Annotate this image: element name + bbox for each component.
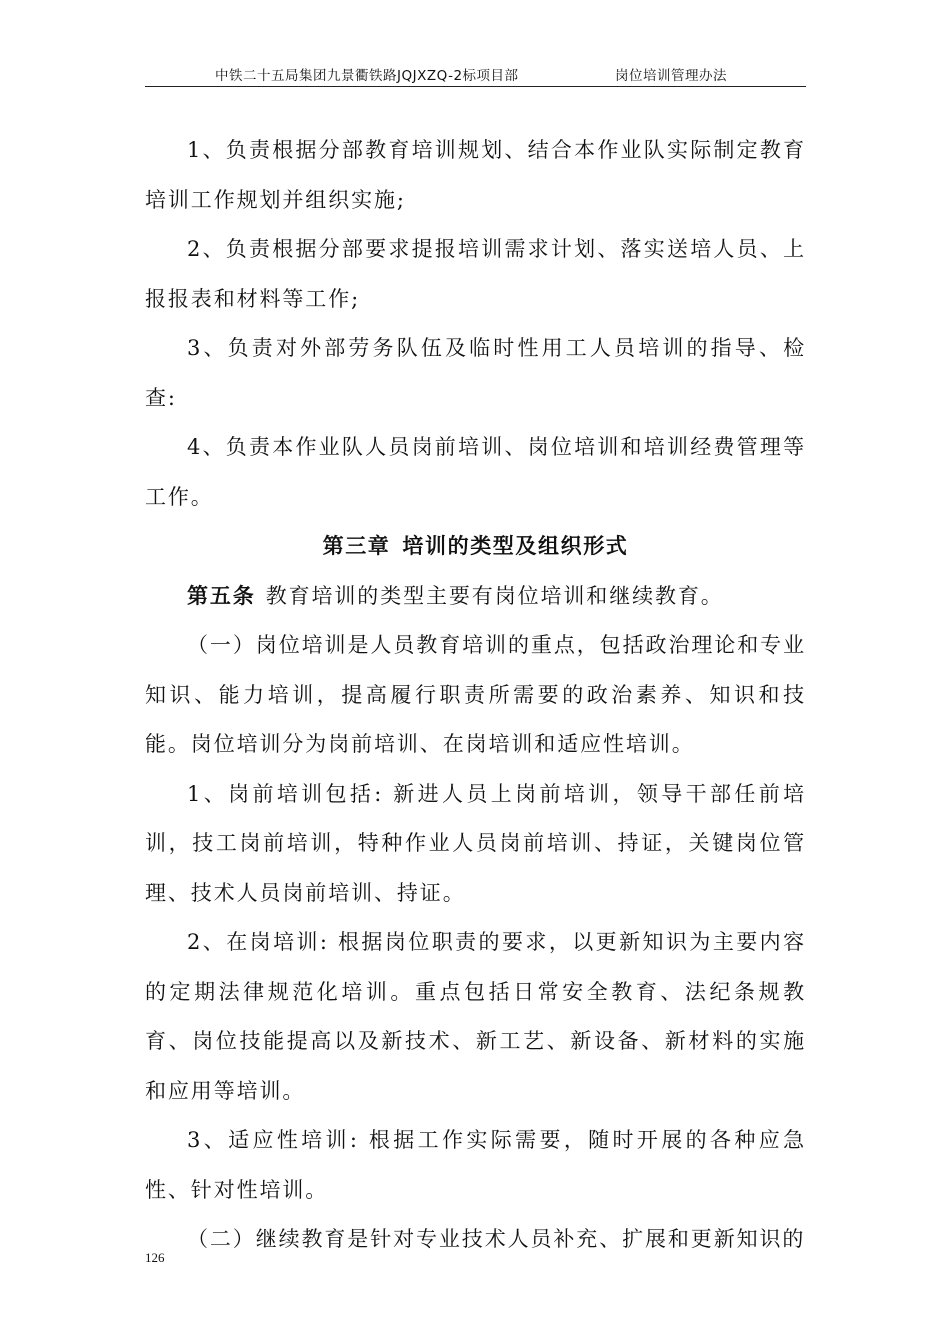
chapter-title: 培训的类型及组织形式 [402, 534, 629, 558]
header-document-title: 岗位培训管理办法 [615, 68, 727, 84]
chapter-heading [145, 522, 806, 572]
chapter-number: 第三章 [322, 534, 391, 558]
paragraph-job-training: （一）岗位培训是人员教育培训的重点，包括政治理论和专业知识、能力培训，提高履行职责所需要的政治素养、知识和技能。岗位培训分为岗前培训、在岗培训和适应性培训。 [145, 633, 806, 756]
paragraph-duty-1: 1、负责根据分部教育培训规划、结合本作业队实际制定教育培训工作规划并组织实施; [145, 138, 806, 212]
page-number: 126 [145, 1250, 165, 1265]
article-5 [145, 572, 806, 622]
paragraph-pre-job-training: 1、岗前培训包括: 新进人员上岗前培训，领导干部任前培训，技工岗前培训，特种作业人员岗前培训、持证，关键岗位管理、技术人员岗前培训、持证。 [145, 781, 806, 905]
paragraph-duty-2: 2、负责根据分部要求提报培训需求计划、落实送培人员、上报报表和材料等工作; [145, 237, 806, 311]
paragraph-on-job-training: 2、在岗培训: 根据岗位职责的要求，以更新知识为主要内容的定期法律规范化培训。重点包括日常安全教育、法纪条规教育、岗位技能提高以及新技术、新工艺、新设备、新材料的实施和应用等培训。 [145, 930, 806, 1103]
article-text: 教育培训的类型主要有岗位培训和继续教育。 [265, 583, 724, 608]
paragraph-continuing-education: （二）继续教育是针对专业技术人员补充、扩展和更新知识的 [187, 1227, 806, 1251]
header-organization: 中铁二十五局集团九景衢铁路JQJXZQ-2标项目部 [215, 68, 519, 84]
paragraph-duty-3: 3、负责对外部劳务队伍及临时性用工人员培训的指导、检查: [145, 336, 806, 410]
paragraph-adaptive-training: 3、适应性培训: 根据工作实际需要，随时开展的各种应急性、针对性培训。 [145, 1128, 806, 1202]
paragraph-duty-4: 4、负责本作业队人员岗前培训、岗位培训和培训经费管理等工作。 [145, 435, 806, 509]
article-label: 第五条 [187, 583, 256, 608]
document-body [145, 126, 806, 1265]
page-header [145, 64, 806, 87]
